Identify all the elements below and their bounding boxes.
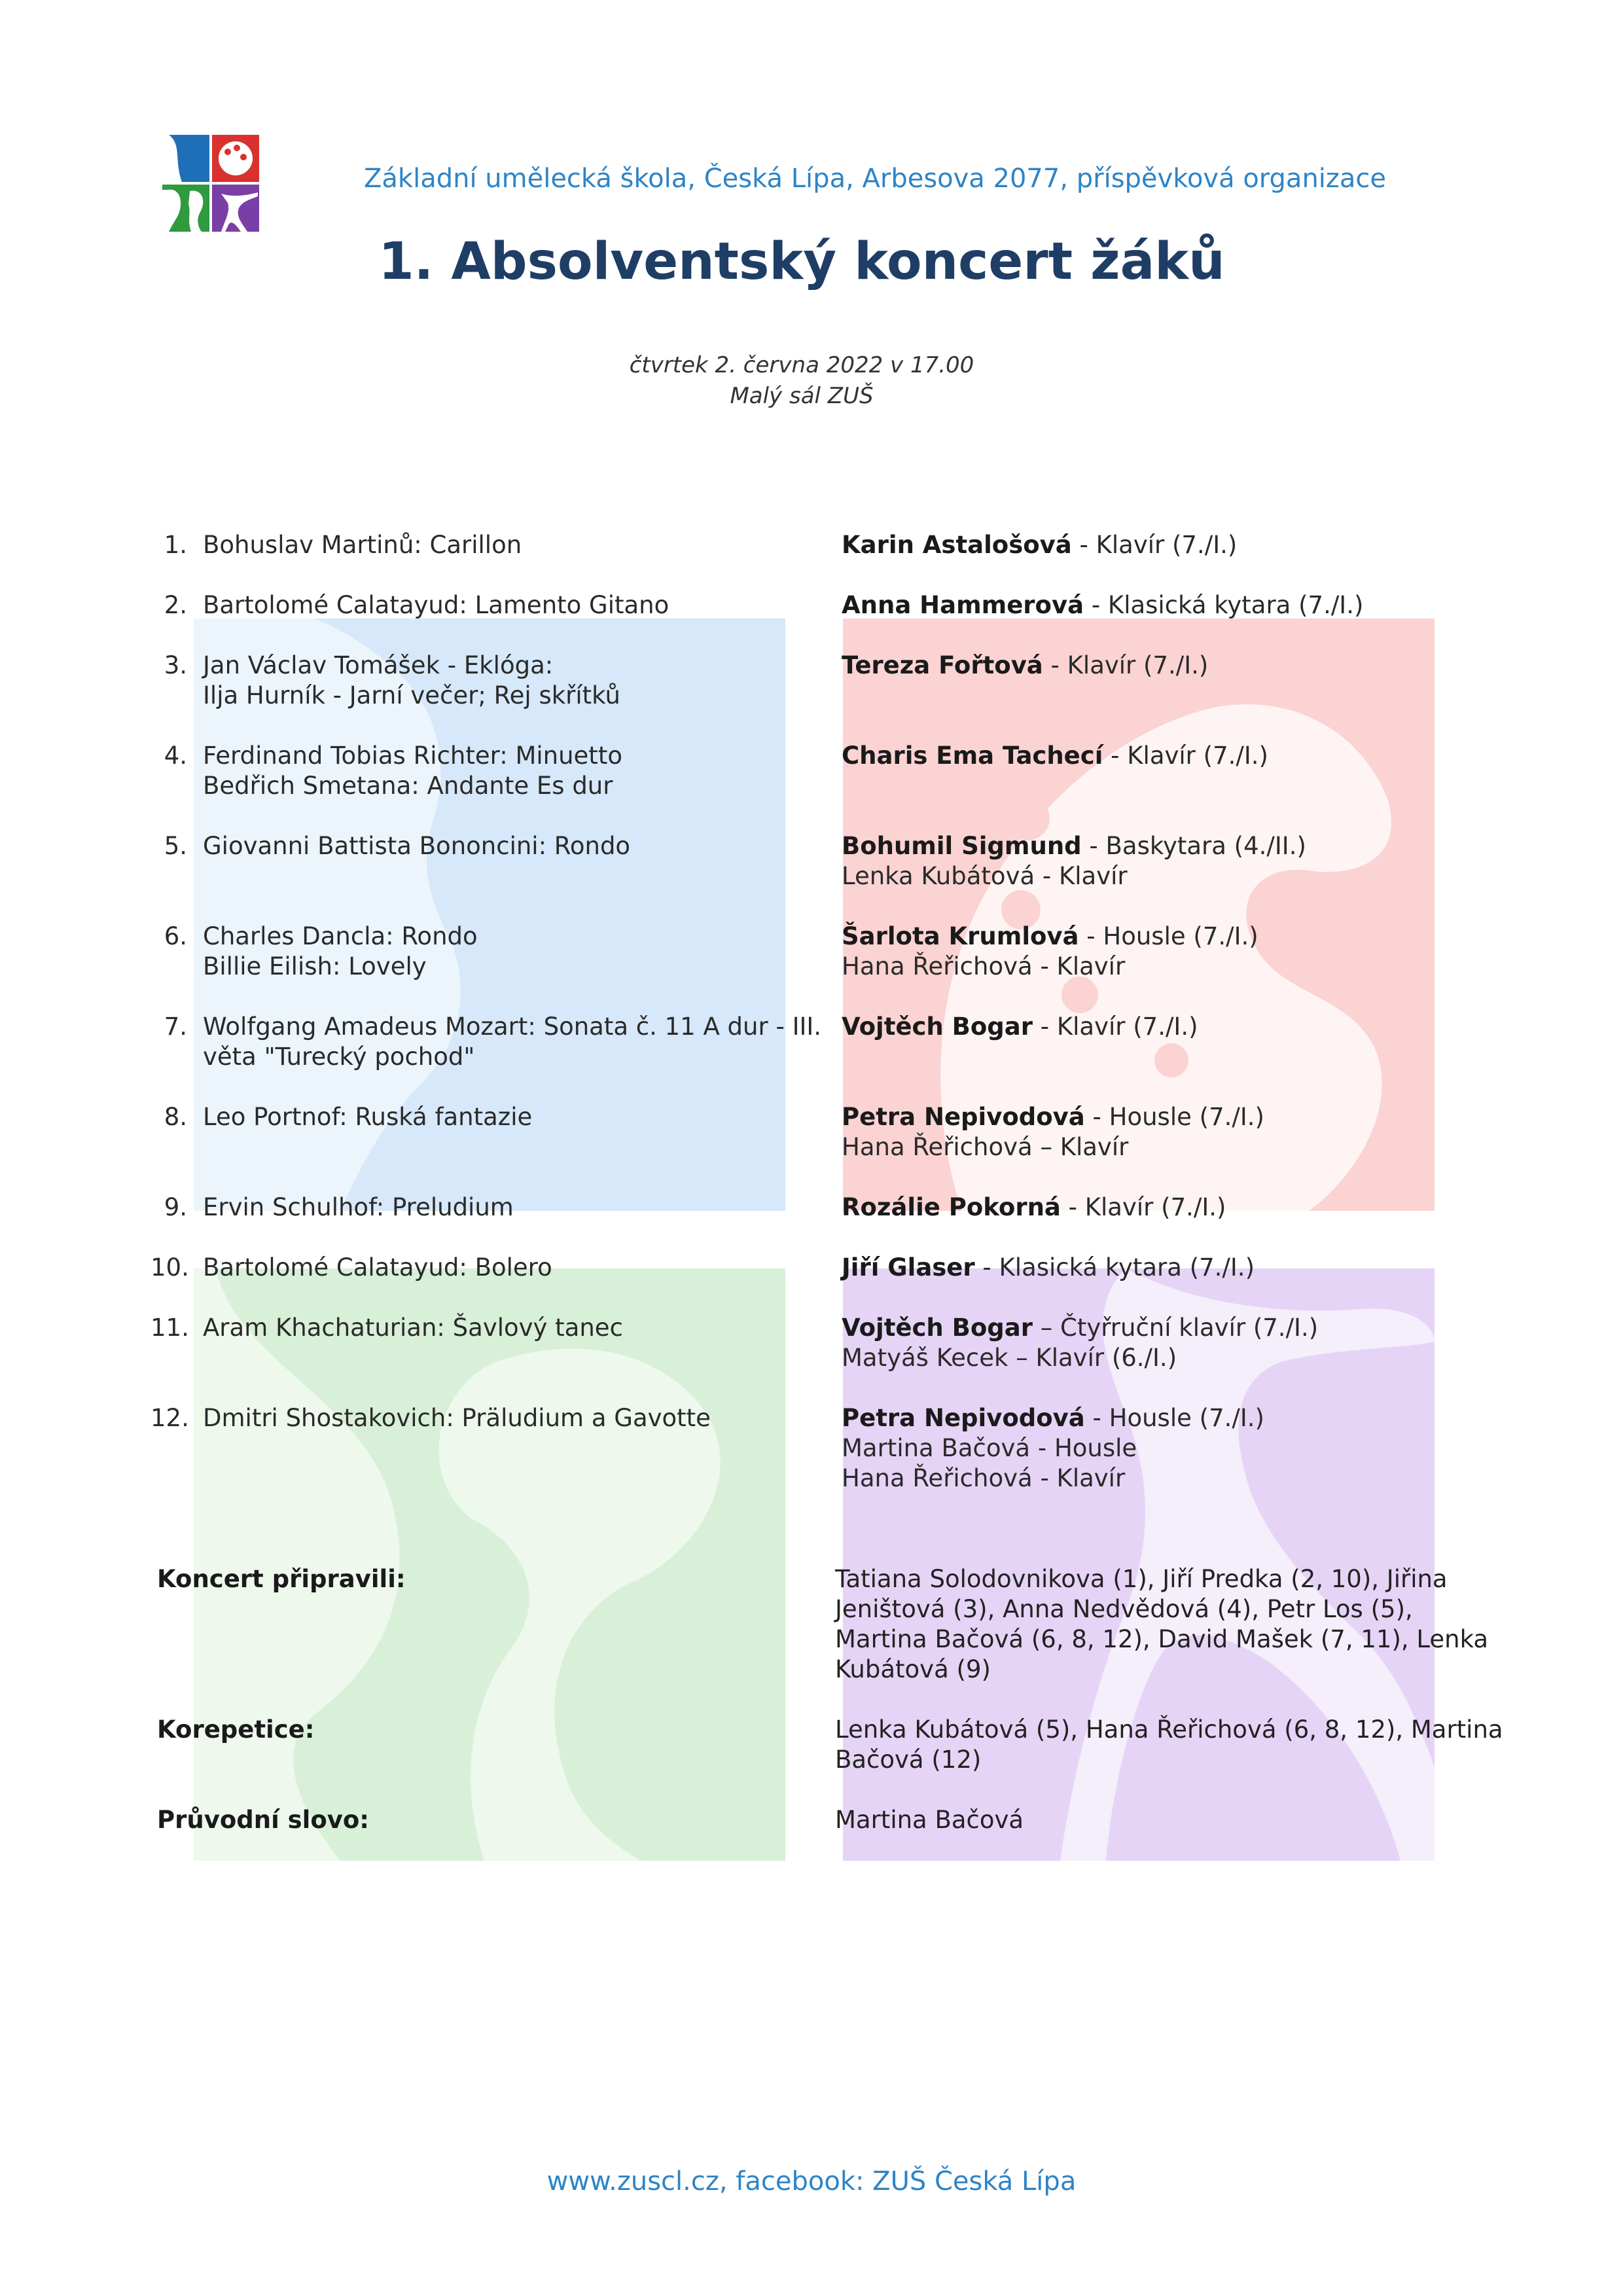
program-number: 3. (164, 651, 187, 679)
program-number: 12. (151, 1404, 189, 1432)
program-item (151, 1403, 1486, 1494)
performer-line (842, 530, 1496, 560)
performer-line (842, 831, 1496, 861)
page-title: 1. Absolventský koncert žáků (378, 232, 1225, 291)
performer-detail: - Klavír (7./I.) (1071, 531, 1238, 559)
credit-line: Jeništová (3), Anna Nedvědová (4), Petr Los (5), (835, 1595, 1413, 1623)
piece-line: Ferdinand Tobias Richter: Minuetto (203, 742, 622, 770)
performer-detail: Martina Bačová - Housle (842, 1434, 1137, 1462)
performer-line (842, 1403, 1496, 1433)
program-performers (842, 922, 1496, 982)
performer-name: Tereza Fořtová (842, 651, 1043, 679)
credit-line: Lenka Kubátová (5), Hana Řeřichová (6, 8, 12), Martina (835, 1715, 1503, 1744)
performer-detail: - Housle (7./I.) (1084, 1404, 1264, 1432)
credit-value (835, 1715, 1503, 1775)
program-item (151, 1012, 1486, 1072)
credit-line: Martina Bačová (835, 1806, 1024, 1834)
performer-line (842, 1253, 1496, 1283)
program-item (151, 1313, 1486, 1373)
performer-name: Vojtěch Bogar (842, 1013, 1033, 1041)
program-item (151, 831, 1486, 891)
performer-detail: - Baskytara (4./II.) (1081, 832, 1306, 860)
piece-line: Bohuslav Martinů: Carillon (203, 531, 522, 559)
program-performers (842, 1012, 1496, 1042)
program-performers (842, 1253, 1496, 1283)
piece-line: Billie Eilish: Lovely (203, 952, 427, 980)
credit-line: Kubátová (9) (835, 1655, 991, 1683)
credit-value (835, 1564, 1489, 1685)
program-number: 9. (164, 1193, 187, 1221)
performer-detail: Hana Řeřichová – Klavír (842, 1133, 1129, 1161)
piece-line: Dmitri Shostakovich: Präludium a Gavotte (203, 1404, 711, 1432)
performer-detail: - Klasická kytara (7./I.) (1084, 591, 1364, 619)
program-performers (842, 831, 1496, 891)
performer-line (842, 590, 1496, 620)
performer-line (842, 1313, 1496, 1343)
program-item (151, 741, 1486, 801)
program-number: 8. (164, 1103, 187, 1131)
program-performers (842, 741, 1496, 771)
credit-line: Bačová (12) (835, 1746, 982, 1774)
credit-row (157, 1805, 1492, 1835)
credit-line: Tatiana Solodovnikova (1), Jiří Predka (2, 10), Jiřina (835, 1565, 1448, 1593)
performer-detail: - Klasická kytara (7./I.) (974, 1253, 1255, 1282)
performer-name: Petra Nepivodová (842, 1404, 1085, 1432)
event-venue: Malý sál ZUŠ (730, 383, 874, 409)
program-number: 2. (164, 591, 187, 619)
performer-detail: Hana Řeřichová - Klavír (842, 952, 1126, 980)
piece-line: Bartolomé Calatayud: Bolero (203, 1253, 552, 1282)
piece-line: Bartolomé Calatayud: Lamento Gitano (203, 591, 669, 619)
program-performers (842, 1313, 1496, 1373)
program-item (151, 590, 1486, 620)
performer-line (842, 1012, 1496, 1042)
performer-line (842, 952, 1496, 982)
program-number: 6. (164, 922, 187, 950)
credit-label: Korepetice: (157, 1715, 315, 1744)
program-performers (842, 1102, 1496, 1162)
performer-name: Šarlota Krumlová (842, 922, 1079, 950)
program-number: 11. (151, 1314, 189, 1342)
footer-links: www.zuscl.cz, facebook: ZUŠ Česká Lípa (546, 2166, 1077, 2197)
performer-detail: - Klavír (7./I.) (1103, 742, 1268, 770)
performer-name: Petra Nepivodová (842, 1103, 1085, 1131)
piece-line: Aram Khachaturian: Šavlový tanec (203, 1314, 623, 1342)
performer-line (842, 741, 1496, 771)
piece-line: Giovanni Battista Bononcini: Rondo (203, 832, 631, 860)
piece-line: Ilja Hurník - Jarní večer; Rej skřítků (203, 681, 620, 709)
credit-line: Martina Bačová (6, 8, 12), David Mašek (7, 11), Lenka (835, 1625, 1489, 1653)
performer-name: Vojtěch Bogar (842, 1314, 1033, 1342)
performer-name: Bohumil Sigmund (842, 832, 1082, 860)
piece-line: věta "Turecký pochod" (203, 1043, 475, 1071)
program-performers (842, 590, 1496, 620)
program-performers (842, 530, 1496, 560)
program-number: 5. (164, 832, 187, 860)
performer-name: Rozálie Pokorná (842, 1193, 1061, 1221)
piece-line: Leo Portnof: Ruská fantazie (203, 1103, 533, 1131)
organization-name: Základní umělecká škola, Česká Lípa, Arbesova 2077, příspěvková organizace (364, 164, 1387, 194)
program-number: 1. (164, 531, 187, 559)
program-performers (842, 651, 1496, 681)
performer-detail: Matyáš Kecek – Klavír (6./I.) (842, 1344, 1177, 1372)
credit-label: Průvodní slovo: (157, 1806, 370, 1834)
performer-detail: - Klavír (7./I.) (1043, 651, 1209, 679)
program-number: 4. (164, 742, 187, 770)
credit-row (157, 1564, 1492, 1685)
performer-name: Anna Hammerová (842, 591, 1084, 619)
performer-name: Karin Astalošová (842, 531, 1072, 559)
performer-line (842, 1132, 1496, 1162)
piece-line: Wolfgang Amadeus Mozart: Sonata č. 11 A dur - III. (203, 1013, 822, 1041)
performer-detail: – Čtyřruční klavír (7./I.) (1032, 1314, 1319, 1342)
performer-detail: Hana Řeřichová - Klavír (842, 1464, 1126, 1492)
program-item (151, 922, 1486, 982)
program-item (151, 1253, 1486, 1283)
performer-name: Jiří Glaser (842, 1253, 975, 1282)
credit-value (835, 1805, 1489, 1835)
performer-detail: Lenka Kubátová - Klavír (842, 862, 1128, 890)
performer-detail: - Housle (7./I.) (1079, 922, 1258, 950)
program-number: 10. (151, 1253, 189, 1282)
program-item (151, 1102, 1486, 1162)
event-date: čtvrtek 2. června 2022 v 17.00 (629, 352, 974, 378)
performer-line (842, 1433, 1496, 1463)
performer-detail: - Klavír (7./I.) (1032, 1013, 1198, 1041)
program-performers (842, 1193, 1496, 1223)
program-item (151, 1193, 1486, 1223)
performer-name: Charis Ema Tachecí (842, 742, 1103, 770)
performer-line (842, 1102, 1496, 1132)
program-item (151, 530, 1486, 560)
performer-line (842, 861, 1496, 891)
piece-line: Jan Václav Tomášek - Eklóga: (203, 651, 554, 679)
program-item (151, 651, 1486, 711)
program-performers (842, 1403, 1496, 1494)
performer-line (842, 651, 1496, 681)
piece-line: Charles Dancla: Rondo (203, 922, 478, 950)
performer-detail: - Klavír (7./I.) (1060, 1193, 1226, 1221)
performer-line (842, 1463, 1496, 1494)
event-info (0, 350, 1603, 412)
performer-line (842, 922, 1496, 952)
performer-line (842, 1193, 1496, 1223)
piece-line: Bedřich Smetana: Andante Es dur (203, 772, 613, 800)
program-number: 7. (164, 1013, 187, 1041)
performer-detail: - Housle (7./I.) (1084, 1103, 1264, 1131)
credit-label: Koncert připravili: (157, 1565, 406, 1593)
piece-line: Ervin Schulhof: Preludium (203, 1193, 514, 1221)
school-arts-logo-icon (162, 135, 259, 232)
performer-line (842, 1343, 1496, 1373)
credit-row (157, 1715, 1503, 1775)
